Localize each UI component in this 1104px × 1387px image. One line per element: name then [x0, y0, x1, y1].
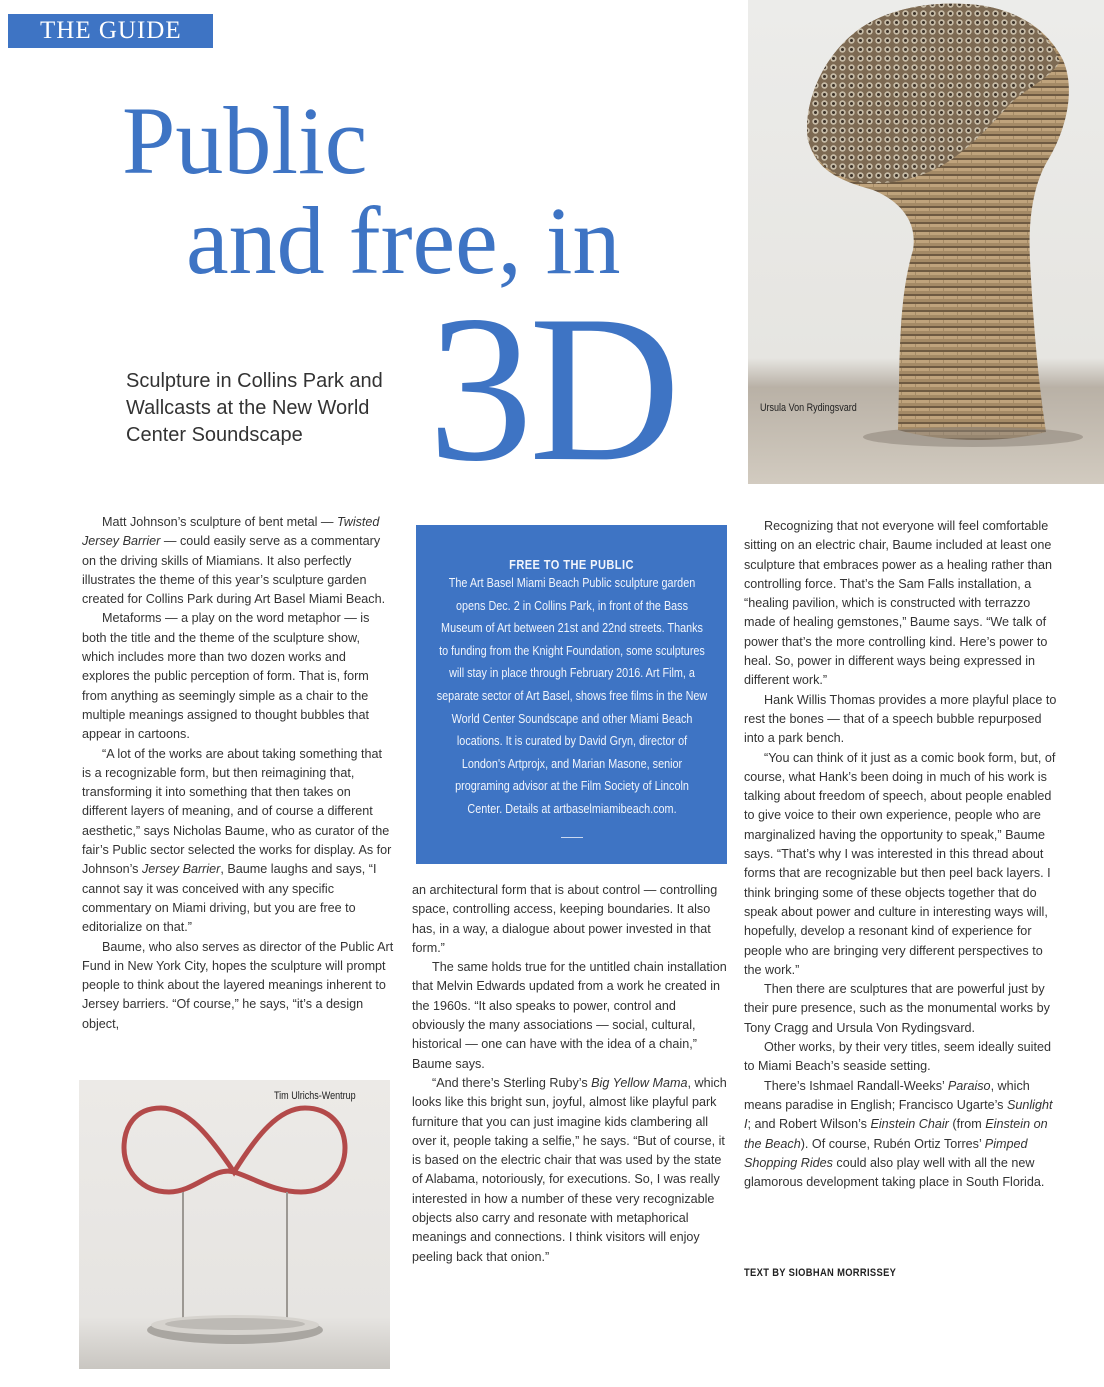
paragraph: “You can think of it just as a comic book form, but, of course, what Hank’s been doing in much of his work is talking about freedom of speech, about people enabled to give voice to their own experience, people who are marginalized having the opportunity to speak,” Baume says. “That’s why I was interested in this thread about forms that are recognizable but then peel back layers. I think bringing some of these objects together that do speak about power and culture in interesting ways will, hopefully, develop a resonant kind of experience for people who are bringing very different perspectives to the work.” [744, 750, 1056, 977]
paragraph: “A lot of the works are about taking something that is a recognizable form, but then reimagining that, transforming it into something that then takes on different layers of meaning, and of course a different aesthetic,” says Nicholas Baume, who as curator of the fair’s Public sector selected the works for display. As for Johnson’s Jersey Barrier, Baume laughs and says, “I cannot say it was conceived with any specific commentary on Miami driving, but you are free to editorialize on that.” [82, 746, 392, 935]
paragraph: There’s Ishmael Randall-Weeks’ Paraiso, which means paradise in English; Francisco Ugarte’s Sunlight I; and Robert Wilson’s Einstein Chair (from Einstein on the Beach). Of course, Rubén Ortiz Torres’ Pimped Shopping Rides could also play well with all the new glamorous development taking place in South Florida. [744, 1078, 1053, 1190]
deck-subtitle: Sculpture in Collins Park and Wallcasts at the New World Center Soundscape [126, 370, 383, 446]
sidebar-body: The Art Basel Miami Beach Public sculpture garden opens Dec. 2 in Collins Park, in front of the Bass Museum of Art between 21st and 22nd streets. Thanks to funding from the Knight Foundation, some sculptures will stay in place through February 2016. Art Film, a separate sector of Art Basel, shows free films in the New World Center Soundscape and other Miami Beach locations. It is curated by David Gryn, director of London's Artprojx, and Marian Masone, senior programing advisor at the Film Society of Lincoln Center. Details at artbaselmiamibeach.com. [436, 575, 708, 816]
paragraph: Matt Johnson’s sculpture of bent metal — Twisted Jersey Barrier — could easily serve as a commentary on the driving skills of Miamians. It also perfectly illustrates the theme of this year’s sculpture garden created for Collins Park during Art Basel Miami Beach. [82, 515, 386, 607]
article-column-2 [412, 881, 730, 1267]
paragraph: The same holds true for the untitled chain installation that Melvin Edwards updated from a work he created in the 1960s. “It also speaks to power, control and obviously the many associations — social, cultural, historical — one can have with the idea of a chain,” Baume says. [412, 960, 727, 1071]
sidebar-title: FREE TO THE PUBLIC [509, 557, 634, 572]
sculpture-photo-top [748, 0, 1104, 484]
headline-line-1: Public [122, 87, 368, 194]
article-column-1 [82, 513, 394, 1034]
paragraph: Recognizing that not everyone will feel comfortable sitting on an electric chair, Baume included at least one sculpture that embraces power as a healing rather than controlling force. That’s the Sam Falls installation, a “healing pavilion, which is constructed with terrazzo made of healing gemstones,” Baume says. “We talk of power that’s the more controlling kind. Here’s power to heal. So, power in different ways being expressed in different work.” [744, 519, 1053, 688]
paragraph: Other works, by their very titles, seem ideally suited to Miami Beach’s seaside setting. [744, 1040, 1051, 1074]
photo-caption-bottom: Tim Ulrichs-Wentrup [274, 1090, 356, 1102]
photo-caption-top: Ursula Von Rydingsvard [760, 402, 857, 414]
paragraph: Hank Willis Thomas provides a more playful place to rest the bones — that of a speech bubble repurposed into a park bench. [744, 692, 1057, 746]
paragraph: an architectural form that is about control — controlling space, controlling access, keeping boundaries. It also has, in a way, a dialogue about power invested in that form.” [412, 883, 718, 955]
paragraph: Metaforms — a play on the word metaphor — is both the title and the theme of the sculpture show, which includes more than two dozen works and explores the public perception of form. That is, form from anything as seemingly simple as a chair to the multiple meanings assigned to thought bubbles that appear in cartoons. [82, 611, 370, 742]
sculpture-photo-bottom [79, 1080, 390, 1369]
headline-line-2: and free, in [186, 187, 621, 294]
infinity-sculpture-image [79, 1080, 390, 1369]
paragraph: “And there’s Sterling Ruby’s Big Yellow Mama, which looks like this bright sun, joyful, almost like playful park furniture that you can just imagine kids clambering all over it, people taking a selfie,” he says. “But of course, it is based on the electric chair that was used by the state of Alabama, notoriously, for executions. So, I was really interested in how a number of these very recognizable objects also carry and resonate with metaphorical meanings and connections. I think visitors will enjoy peeling back that onion.” [412, 1075, 727, 1264]
paragraph: Then there are sculptures that are powerful just by their pure presence, such as the monumental works by Tony Cragg and Ursula Von Rydingsvard. [744, 982, 1050, 1035]
paragraph: Baume, who also serves as director of the Public Art Fund in New York City, hopes the sculpture will prompt people to think about the layered meanings inherent to Jersey barriers. “Of course,” he says, “it’s a design object, [82, 939, 394, 1031]
sidebar-box [416, 525, 727, 864]
sidebar-divider [561, 837, 583, 838]
article-column-3 [744, 517, 1058, 1192]
section-label: THE GUIDE [8, 14, 213, 48]
byline: TEXT BY SIOBHAN MORRISSEY [744, 1267, 897, 1279]
headline-line-3: 3D [428, 273, 677, 505]
